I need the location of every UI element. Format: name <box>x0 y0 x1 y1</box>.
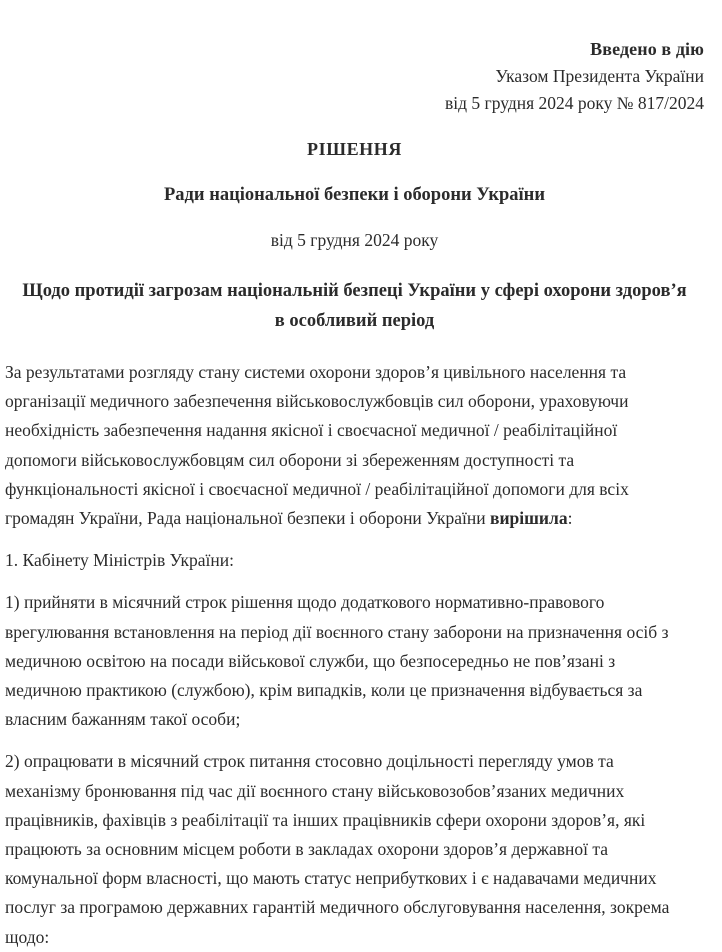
preamble-text-part-2: : <box>567 508 573 529</box>
document-subtitle: Ради національної безпеки і оборони України <box>164 185 545 205</box>
enactment-line-3: від 5 грудня 2024 року № 817/2024 <box>444 93 704 113</box>
document-heading: Щодо протидії загрозам національній безпеці України у сфері охорони здоров’я в особливий період <box>22 281 687 331</box>
paragraph-item-1-sub-2: 2) опрацювати в місячний строк питання стосовно доцільності перегляду умов та механізму бронювання під час дії воєнного стану військовозобов’язаних медичних працівників, фахівців з реабілітації та інших працівників сфери охорони здоров’я, які працюють за основним місцем роботи в закладах охорони здоров’я державної та комунальної форм власності, що мають статус неприбуткових і є надавачами медичних послуг за програмою державних гарантій медичного обслуговування населення, зокрема щодо: <box>5 751 670 947</box>
enactment-block <box>5 0 704 117</box>
preamble-emphasis: вирішила <box>490 508 568 529</box>
paragraph-item-1-sub-1: 1) прийняти в місячний строк рішення щодо додаткового нормативно-правового врегулювання встановлення на період дії воєнного стану заборони на призначення осіб з медичною освітою на посади військової служби, що безпосередньо не пов’язані з медичною практикою (службою), крім випадків, коли це призначення відбувається за власним бажанням такої особи; <box>5 592 669 730</box>
enactment-line-2: Указом Президента України <box>495 66 704 86</box>
preamble-text-part-1: За результатами розгляду стану системи охорони здоров’я цивільного населення та організації медичного забезпечення військовослужбовців сил оборони, ураховуючи необхідність забезпечення надання якісної і своєчасної медичної / реабілітаційної допомоги військовослужбовцям сил оборони зі збереженням доступності та функціональності якісної і своєчасної медичної / реабілітаційної допомоги для всіх громадян України, Рада національної безпеки і оборони України <box>5 362 629 529</box>
enactment-line-1: Введено в дію <box>590 39 704 59</box>
document-body <box>5 358 704 952</box>
paragraph-preamble <box>5 358 704 533</box>
document-date: від 5 грудня 2024 року <box>270 230 439 250</box>
paragraph-item-1: 1. Кабінету Міністрів України: <box>5 550 235 571</box>
document-title: РІШЕННЯ <box>307 139 402 159</box>
